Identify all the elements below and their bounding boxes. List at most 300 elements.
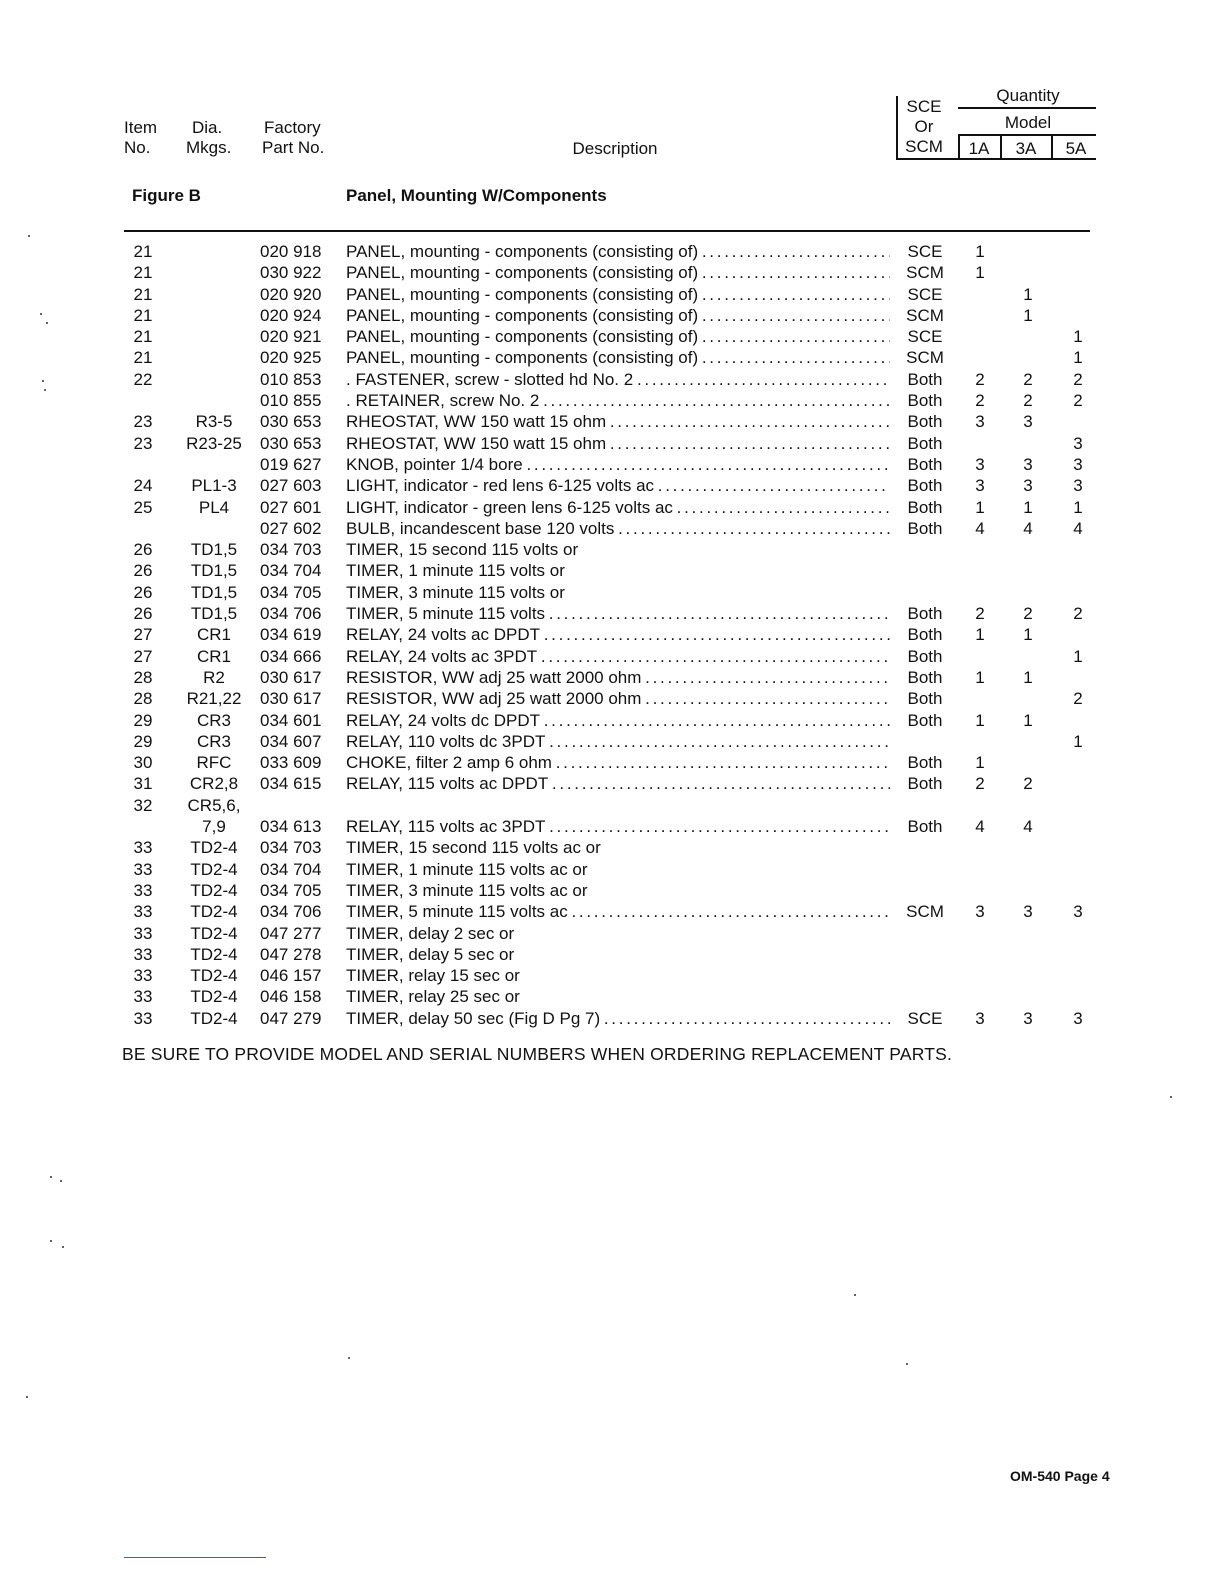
qty-1a-cell: 2 — [975, 774, 985, 794]
qty-3a-cell: 2 — [1023, 604, 1033, 624]
table-row — [0, 710, 1224, 731]
part-no-cell: 030 617 — [260, 689, 322, 709]
item-no-cell: 26 — [133, 540, 153, 560]
qty-3a-cell: 1 — [1023, 497, 1033, 517]
dia-mkgs-cell: TD2-4 — [190, 1008, 238, 1028]
description-cell — [346, 369, 890, 390]
description-text: PANEL, mounting - components (consisting of) — [346, 327, 699, 347]
table-row — [0, 411, 1224, 432]
dia-mkgs-cell: CR3 — [196, 710, 231, 730]
description-cell — [346, 603, 890, 624]
table-row — [0, 603, 1224, 624]
description-text: TIMER, delay 2 sec or — [346, 923, 515, 943]
table-row — [0, 859, 1224, 880]
footer-link-underline — [124, 1557, 266, 1558]
item-no-cell: 26 — [133, 561, 153, 581]
description-cell — [346, 582, 890, 603]
table-row — [0, 305, 1224, 326]
description-text: RHEOSTAT, WW 150 watt 15 ohm — [346, 412, 607, 432]
qty-1a-cell: 1 — [975, 242, 985, 261]
part-no-cell: 046 157 — [260, 966, 322, 986]
dia-mkgs-cell: TD2-4 — [190, 923, 238, 943]
leader-dots — [614, 519, 890, 538]
description-text: RELAY, 115 volts ac 3PDT — [346, 817, 546, 837]
scan-speck — [50, 1240, 52, 1242]
table-row — [0, 667, 1224, 688]
part-no-cell: 010 853 — [260, 369, 322, 389]
qty-1a-cell: 4 — [975, 817, 985, 837]
description-text: RHEOSTAT, WW 150 watt 15 ohm — [346, 433, 607, 453]
sce-scm-cell: Both — [907, 391, 943, 411]
item-no-cell: 33 — [133, 1008, 153, 1028]
header-dia-line2: Mkgs. — [186, 138, 232, 157]
dia-mkgs-cell: R23-25 — [186, 433, 242, 453]
description-cell — [346, 773, 890, 794]
description-cell — [346, 752, 890, 773]
item-no-cell: 26 — [133, 582, 153, 602]
header-model-divider-2 — [1000, 135, 1002, 159]
sce-scm-cell: Both — [907, 774, 943, 794]
header-model-1a: 1A — [968, 139, 990, 158]
dia-mkgs-cell: TD1,5 — [190, 582, 238, 602]
sce-scm-cell: Both — [907, 454, 943, 474]
sce-scm-cell: Both — [907, 476, 943, 496]
dia-mkgs-cell: PL1-3 — [191, 476, 237, 496]
item-no-cell: 33 — [133, 966, 153, 986]
header-model-divider-3 — [1051, 135, 1053, 159]
table-row — [0, 454, 1224, 475]
description-cell — [346, 326, 890, 347]
part-no-cell: 020 924 — [260, 305, 322, 325]
part-no-cell: 047 279 — [260, 1008, 322, 1028]
sce-scm-cell: Both — [907, 369, 943, 389]
description-text: RELAY, 24 volts ac 3PDT — [346, 646, 538, 666]
qty-1a-cell: 3 — [975, 902, 985, 922]
qty-3a-cell: 1 — [1023, 284, 1033, 304]
item-no-cell: 22 — [133, 369, 153, 389]
item-no-cell: 21 — [133, 327, 153, 347]
dia-mkgs-cell: CR2,8 — [189, 774, 239, 794]
table-row — [0, 390, 1224, 411]
qty-3a-cell: 3 — [1023, 412, 1033, 432]
part-no-cell: 034 705 — [260, 880, 322, 900]
sce-scm-cell: Both — [907, 625, 943, 645]
description-cell — [346, 305, 890, 326]
header-factory-line1: Factory — [264, 118, 321, 137]
parts-table — [0, 241, 1224, 1029]
description-cell — [346, 539, 890, 560]
table-row — [0, 752, 1224, 773]
table-row — [0, 475, 1224, 496]
table-row — [0, 837, 1224, 858]
item-no-cell: 28 — [133, 689, 153, 709]
part-no-cell: 020 925 — [260, 348, 322, 368]
description-text: TIMER, 3 minute 115 volts ac or — [346, 880, 588, 900]
sce-scm-cell: SCE — [907, 284, 943, 304]
table-row — [0, 795, 1224, 816]
description-text: PANEL, mounting - components (consisting of) — [346, 348, 699, 368]
description-cell — [346, 667, 890, 688]
leader-dots — [540, 711, 890, 730]
part-no-cell: 030 617 — [260, 667, 322, 687]
description-text: PANEL, mounting - components (consisting of) — [346, 242, 699, 261]
header-sce-line3: SCM — [905, 137, 943, 156]
description-text: TIMER, 3 minute 115 volts or — [346, 582, 565, 602]
description-text: RELAY, 115 volts ac DPDT — [346, 774, 549, 794]
qty-3a-cell: 1 — [1023, 305, 1033, 325]
description-cell — [346, 837, 890, 858]
leader-dots — [673, 498, 890, 517]
qty-5a-cell: 1 — [1073, 348, 1083, 368]
qty-1a-cell: 1 — [975, 753, 985, 773]
table-row — [0, 518, 1224, 539]
qty-5a-cell: 3 — [1073, 902, 1083, 922]
leader-dots — [545, 732, 890, 751]
part-no-cell: 027 603 — [260, 476, 322, 496]
item-no-cell: 26 — [133, 604, 153, 624]
qty-3a-cell: 3 — [1023, 476, 1033, 496]
description-text: TIMER, 1 minute 115 volts or — [346, 561, 565, 581]
part-no-cell: 034 613 — [260, 817, 322, 837]
description-cell — [346, 1008, 890, 1029]
sce-scm-cell: SCE — [907, 242, 943, 261]
table-row — [0, 262, 1224, 283]
leader-dots — [698, 285, 890, 304]
description-cell — [346, 965, 890, 986]
leader-dots — [548, 774, 890, 793]
header-item-line2: No. — [124, 138, 151, 157]
table-row — [0, 816, 1224, 837]
sce-scm-cell: Both — [907, 518, 943, 538]
sce-scm-cell: Both — [907, 433, 943, 453]
item-no-cell: 25 — [133, 497, 153, 517]
leader-dots — [545, 817, 890, 836]
qty-3a-cell: 3 — [1023, 902, 1033, 922]
leader-dots — [537, 647, 890, 666]
description-text: RELAY, 24 volts dc DPDT — [346, 710, 541, 730]
sce-scm-cell: Both — [907, 817, 943, 837]
item-no-cell: 23 — [133, 412, 153, 432]
dia-mkgs-cell: TD2-4 — [190, 838, 238, 858]
part-no-cell: 034 601 — [260, 710, 322, 730]
description-cell — [346, 646, 890, 667]
qty-5a-cell: 3 — [1073, 454, 1083, 474]
part-no-cell: 027 602 — [260, 518, 322, 538]
qty-1a-cell: 4 — [975, 518, 985, 538]
dia-mkgs-cell: RFC — [196, 753, 232, 773]
dia-mkgs-cell: TD1,5 — [190, 540, 238, 560]
qty-3a-cell: 3 — [1023, 454, 1033, 474]
sce-scm-cell: Both — [907, 710, 943, 730]
part-no-cell: 046 158 — [260, 987, 322, 1007]
part-no-cell: 020 918 — [260, 242, 322, 261]
dia-mkgs-cell: R2 — [203, 667, 225, 687]
leader-dots — [698, 263, 890, 282]
qty-1a-cell: 3 — [975, 476, 985, 496]
leader-dots — [600, 1009, 890, 1028]
description-text: . RETAINER, screw No. 2 — [346, 391, 540, 411]
leader-dots — [654, 476, 890, 495]
leader-dots — [540, 625, 890, 644]
dia-mkgs-cell: TD2-4 — [190, 902, 238, 922]
item-no-cell: 32 — [133, 795, 153, 815]
header-sce-line2: Or — [914, 117, 934, 136]
description-text: CHOKE, filter 2 amp 6 ohm — [346, 753, 552, 773]
table-row — [0, 433, 1224, 454]
scan-speck — [906, 1363, 908, 1365]
sce-scm-cell: Both — [907, 497, 943, 517]
leader-dots — [552, 753, 890, 772]
header-sce — [898, 97, 950, 157]
part-no-cell: 033 609 — [260, 753, 322, 773]
qty-1a-cell: 1 — [975, 263, 985, 283]
item-no-cell: 21 — [133, 263, 153, 283]
table-row — [0, 369, 1224, 390]
qty-1a-cell: 1 — [975, 667, 985, 687]
part-no-cell: 019 627 — [260, 454, 322, 474]
part-no-cell: 034 615 — [260, 774, 322, 794]
item-no-cell: 29 — [133, 710, 153, 730]
scan-speck — [854, 1294, 856, 1296]
leader-dots — [545, 604, 890, 623]
qty-5a-cell: 1 — [1073, 731, 1083, 751]
header-factory-line2: Part No. — [262, 138, 325, 157]
part-no-cell: 034 619 — [260, 625, 322, 645]
dia-mkgs-cell: 7,9 — [202, 817, 226, 837]
qty-1a-cell: 2 — [975, 391, 985, 411]
header-model-5a: 5A — [1065, 139, 1087, 158]
header-model: Model — [1004, 113, 1052, 132]
description-cell — [346, 454, 890, 475]
description-text: LIGHT, indicator - green lens 6-125 volts ac — [346, 497, 673, 517]
description-cell — [346, 859, 890, 880]
dia-mkgs-cell: R21,22 — [186, 689, 242, 709]
description-cell — [346, 518, 890, 539]
sce-scm-cell: SCE — [907, 1008, 943, 1028]
dia-mkgs-cell: R3-5 — [195, 412, 233, 432]
qty-5a-cell: 3 — [1073, 433, 1083, 453]
section-title: Panel, Mounting W/Components — [346, 186, 607, 205]
qty-1a-cell: 2 — [975, 369, 985, 389]
table-row — [0, 624, 1224, 645]
table-row — [0, 923, 1224, 944]
qty-5a-cell: 3 — [1073, 1008, 1083, 1028]
part-no-cell: 034 705 — [260, 582, 322, 602]
dia-mkgs-cell: TD2-4 — [190, 859, 238, 879]
table-row — [0, 986, 1224, 1007]
qty-3a-cell: 4 — [1023, 518, 1033, 538]
qty-1a-cell: 3 — [975, 454, 985, 474]
description-text: TIMER, delay 5 sec or — [346, 944, 515, 964]
scan-speck — [60, 1180, 62, 1182]
description-cell — [346, 880, 890, 901]
item-no-cell: 28 — [133, 667, 153, 687]
part-no-cell: 020 920 — [260, 284, 322, 304]
table-row — [0, 539, 1224, 560]
description-cell — [346, 986, 890, 1007]
qty-3a-cell: 2 — [1023, 391, 1033, 411]
table-row — [0, 497, 1224, 518]
scan-speck — [348, 1357, 350, 1359]
description-text: RESISTOR, WW adj 25 watt 2000 ohm — [346, 689, 642, 709]
item-no-cell: 33 — [133, 838, 153, 858]
scan-speck — [26, 1396, 28, 1398]
description-cell — [346, 475, 890, 496]
description-text: TIMER, 5 minute 115 volts — [346, 604, 546, 624]
scan-speck — [46, 322, 48, 324]
ordering-note: BE SURE TO PROVIDE MODEL AND SERIAL NUMBERS WHEN ORDERING REPLACEMENT PARTS. — [122, 1044, 953, 1064]
table-row — [0, 880, 1224, 901]
scan-speck — [62, 1246, 64, 1248]
item-no-cell: 29 — [133, 731, 153, 751]
part-no-cell: 030 653 — [260, 433, 322, 453]
item-no-cell: 33 — [133, 880, 153, 900]
table-row — [0, 347, 1224, 368]
item-no-cell: 33 — [133, 902, 153, 922]
qty-5a-cell: 1 — [1073, 497, 1083, 517]
scan-speck — [40, 313, 42, 315]
description-cell — [346, 901, 890, 922]
sce-scm-cell: Both — [907, 689, 943, 709]
description-text: TIMER, 5 minute 115 volts ac — [346, 902, 568, 922]
qty-3a-cell: 1 — [1023, 710, 1033, 730]
table-row — [0, 965, 1224, 986]
description-cell — [346, 923, 890, 944]
page-number: OM-540 Page 4 — [1010, 1468, 1110, 1484]
part-no-cell: 020 921 — [260, 327, 322, 347]
part-no-cell: 030 653 — [260, 412, 322, 432]
table-row — [0, 731, 1224, 752]
sce-scm-cell: SCM — [906, 305, 944, 325]
qty-5a-cell: 2 — [1073, 689, 1083, 709]
header-model-3a: 3A — [1015, 139, 1037, 158]
part-no-cell: 047 277 — [260, 923, 322, 943]
dia-mkgs-cell: TD2-4 — [190, 966, 238, 986]
header-bottom-rule — [896, 158, 1096, 160]
item-no-cell: 33 — [133, 859, 153, 879]
dia-mkgs-cell: TD2-4 — [190, 880, 238, 900]
description-cell — [346, 262, 890, 283]
item-no-cell: 33 — [133, 944, 153, 964]
table-row — [0, 646, 1224, 667]
leader-dots — [606, 434, 890, 453]
item-no-cell: 31 — [133, 774, 153, 794]
description-cell — [346, 816, 890, 837]
leader-dots — [606, 412, 890, 431]
sce-scm-cell: Both — [907, 667, 943, 687]
qty-1a-cell: 3 — [975, 412, 985, 432]
dia-mkgs-cell: CR3 — [196, 731, 231, 751]
header-quantity-rule — [958, 107, 1096, 109]
description-cell — [346, 624, 890, 645]
header-description: Description — [572, 139, 658, 158]
table-row — [0, 582, 1224, 603]
part-no-cell: 034 703 — [260, 838, 322, 858]
qty-5a-cell: 2 — [1073, 369, 1083, 389]
qty-3a-cell: 1 — [1023, 667, 1033, 687]
header-model-rule — [958, 134, 1096, 136]
description-text: . FASTENER, screw - slotted hd No. 2 — [346, 369, 634, 389]
item-no-cell: 23 — [133, 433, 153, 453]
table-row — [0, 688, 1224, 709]
sce-scm-cell: SCM — [906, 348, 944, 368]
description-cell — [346, 731, 890, 752]
description-cell — [346, 560, 890, 581]
description-cell — [346, 390, 890, 411]
description-text: PANEL, mounting - components (consisting of) — [346, 305, 699, 325]
item-no-cell: 21 — [133, 305, 153, 325]
sce-scm-cell: SCE — [907, 327, 943, 347]
qty-3a-cell: 4 — [1023, 817, 1033, 837]
leader-dots — [641, 668, 890, 687]
table-row — [0, 241, 1224, 262]
item-no-cell: 21 — [133, 242, 153, 261]
part-no-cell: 030 922 — [260, 263, 322, 283]
qty-5a-cell: 1 — [1073, 646, 1083, 666]
part-no-cell: 034 704 — [260, 561, 322, 581]
sce-scm-cell: Both — [907, 753, 943, 773]
qty-3a-cell: 1 — [1023, 625, 1033, 645]
qty-5a-cell: 3 — [1073, 476, 1083, 496]
header-dia-line1: Dia. — [192, 118, 223, 137]
dia-mkgs-cell: CR1 — [196, 646, 231, 666]
description-cell — [346, 347, 890, 368]
leader-dots — [641, 689, 890, 708]
table-row — [0, 901, 1224, 922]
part-no-cell: 034 607 — [260, 731, 322, 751]
header-item-line1: Item — [124, 118, 158, 137]
item-no-cell: 27 — [133, 625, 153, 645]
description-text: TIMER, relay 15 sec or — [346, 966, 520, 986]
sce-scm-cell: SCM — [906, 902, 944, 922]
table-row — [0, 773, 1224, 794]
qty-5a-cell: 2 — [1073, 391, 1083, 411]
qty-1a-cell: 1 — [975, 497, 985, 517]
qty-5a-cell: 2 — [1073, 604, 1083, 624]
description-text: RELAY, 110 volts dc 3PDT — [346, 731, 546, 751]
scan-speck — [1170, 1096, 1172, 1098]
sce-scm-cell: SCM — [906, 263, 944, 283]
dia-mkgs-cell: TD2-4 — [190, 987, 238, 1007]
leader-dots — [539, 391, 890, 410]
leader-dots — [523, 455, 890, 474]
header-model-divider-1 — [958, 135, 960, 159]
leader-dots — [698, 242, 890, 261]
scan-speck — [28, 235, 30, 237]
part-no-cell: 034 706 — [260, 902, 322, 922]
qty-3a-cell: 3 — [1023, 1008, 1033, 1028]
description-text: RESISTOR, WW adj 25 watt 2000 ohm — [346, 667, 642, 687]
part-no-cell: 047 278 — [260, 944, 322, 964]
description-text: PANEL, mounting - components (consisting of) — [346, 263, 699, 283]
dia-mkgs-cell: TD2-4 — [190, 944, 238, 964]
part-no-cell: 034 704 — [260, 859, 322, 879]
description-cell — [346, 411, 890, 432]
part-no-cell: 034 706 — [260, 604, 322, 624]
part-no-cell: 034 666 — [260, 646, 322, 666]
part-no-cell: 034 703 — [260, 540, 322, 560]
item-no-cell: 33 — [133, 923, 153, 943]
description-cell — [346, 241, 890, 262]
scan-speck — [42, 380, 44, 382]
item-no-cell: 21 — [133, 348, 153, 368]
scan-speck — [50, 1176, 52, 1178]
table-row — [0, 1008, 1224, 1029]
section-rule — [124, 230, 1090, 232]
description-cell — [346, 497, 890, 518]
dia-mkgs-cell: PL4 — [198, 497, 230, 517]
description-text: RELAY, 24 volts ac DPDT — [346, 625, 541, 645]
